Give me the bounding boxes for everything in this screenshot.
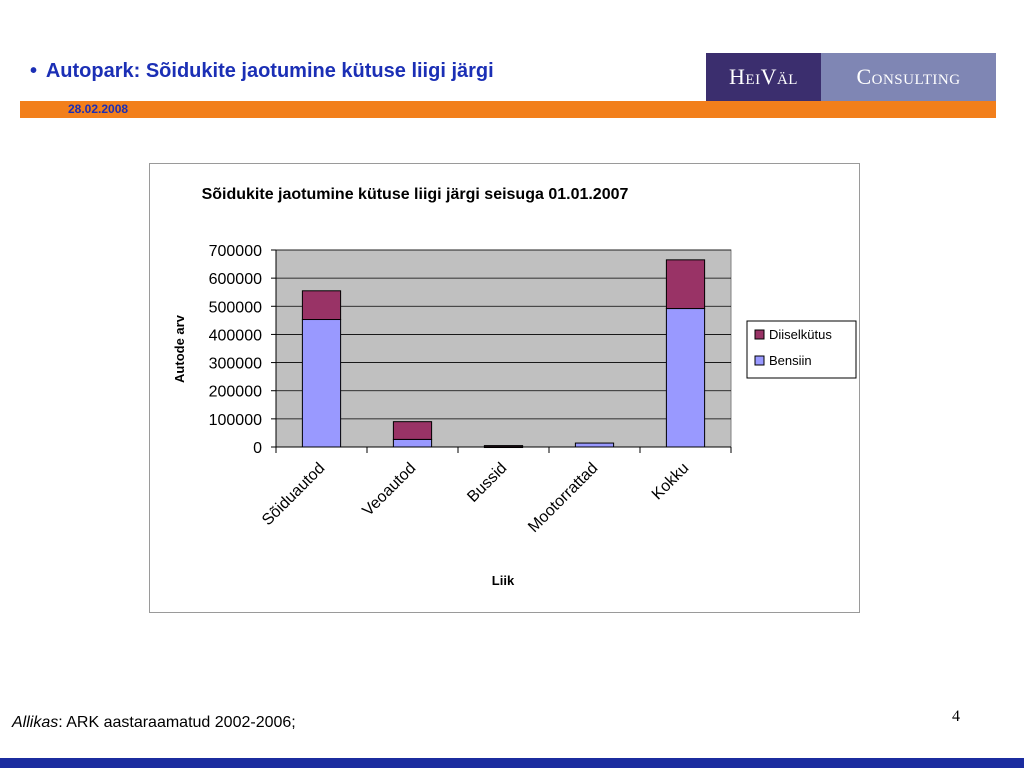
title-text: Autopark: Sõidukite jaotumine kütuse liigi järgi bbox=[45, 60, 494, 82]
company-logo bbox=[706, 53, 996, 101]
bar-bensiin-3 bbox=[575, 443, 613, 447]
y-axis-label: Autode arv bbox=[172, 315, 187, 383]
footer-bar bbox=[0, 758, 1024, 768]
x-tick-label: Bussid bbox=[464, 459, 511, 506]
bar-bensiin-4 bbox=[666, 309, 704, 447]
chart-title: Sõidukite jaotumine kütuse liigi järgi seisuga 01.01.2007 bbox=[201, 186, 629, 203]
y-tick-label: 400000 bbox=[208, 327, 262, 345]
y-tick-label: 300000 bbox=[208, 355, 262, 373]
x-tick-label: Sõiduautod bbox=[259, 459, 329, 530]
y-tick-label: 700000 bbox=[208, 243, 262, 260]
bar-bensiin-1 bbox=[393, 439, 431, 447]
logo-heival: HeiVäl bbox=[706, 53, 821, 101]
chart-frame bbox=[149, 163, 860, 613]
legend-swatch-diiselkütus bbox=[755, 330, 764, 339]
y-tick-label: 500000 bbox=[208, 299, 262, 317]
page-number: 4 bbox=[952, 708, 960, 725]
y-tick-label: 200000 bbox=[208, 383, 262, 401]
stacked-bar-chart bbox=[150, 164, 859, 612]
header-divider bbox=[20, 101, 996, 118]
bar-diiselkütus-0 bbox=[302, 291, 340, 320]
source-note bbox=[12, 714, 296, 732]
bar-diiselkütus-1 bbox=[393, 422, 431, 440]
legend-swatch-bensiin bbox=[755, 356, 764, 365]
plot-background bbox=[276, 250, 731, 447]
y-tick-label: 600000 bbox=[208, 271, 262, 289]
logo-consulting: Consulting bbox=[821, 53, 996, 101]
x-tick-label: Mootorrattad bbox=[525, 459, 602, 536]
y-tick-label: 100000 bbox=[208, 411, 262, 429]
legend bbox=[747, 321, 856, 378]
plot-area bbox=[276, 250, 731, 448]
legend-label: Diiselkütus bbox=[769, 327, 832, 342]
title-bullet: • bbox=[30, 60, 38, 82]
source-text: : ARK aastaraamatud 2002-2006; bbox=[58, 714, 296, 731]
bar-diiselkütus-4 bbox=[666, 260, 704, 309]
bar-bensiin-0 bbox=[302, 320, 340, 447]
slide-title bbox=[30, 60, 494, 83]
x-tick-label: Kokku bbox=[648, 459, 693, 504]
y-tick-label: 0 bbox=[253, 440, 262, 457]
slide-date: 28.02.2008 bbox=[68, 102, 129, 116]
x-tick-label: Veoautod bbox=[359, 459, 420, 520]
source-label: Allikas bbox=[12, 714, 59, 731]
legend-label: Bensiin bbox=[769, 353, 812, 368]
x-axis-label: Liik bbox=[491, 573, 515, 588]
